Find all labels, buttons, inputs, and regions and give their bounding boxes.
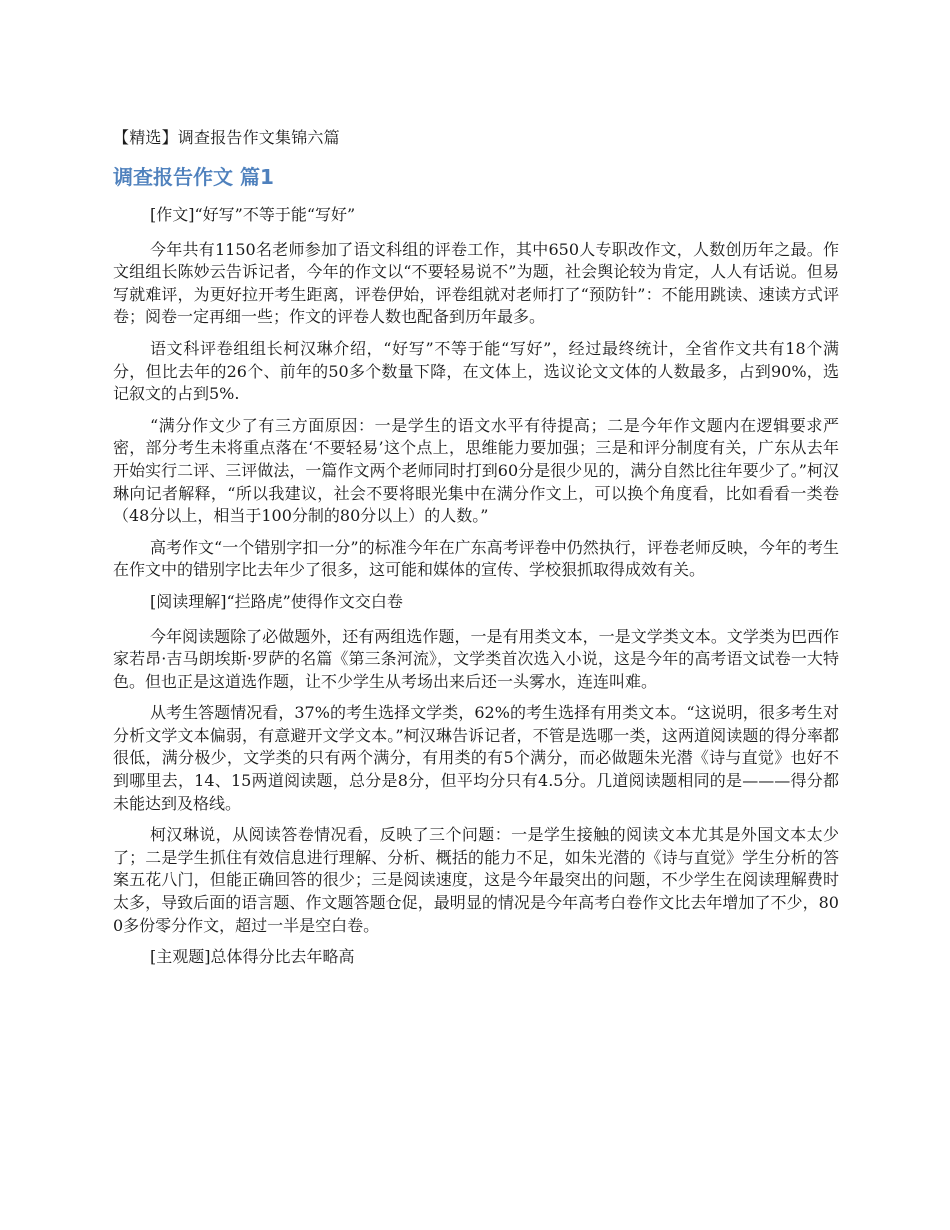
document-title: 【精选】调查报告作文集锦六篇 bbox=[113, 128, 340, 147]
subheading-reading: [阅读理解]“拦路虎”使得作文交白卷 bbox=[150, 591, 403, 611]
document-body bbox=[113, 204, 839, 981]
paragraph: 柯汉琳说，从阅读答卷情况看，反映了三个问题：一是学生接触的阅读文本尤其是外国文本太少了；二是学生抓住有效信息进行理解、分析、概括的能力不足，如朱光潜的《诗与直觉》学生分析的答案五花八门，但能正确回答的很少；三是阅读速度，这是今年最突出的问题，不少学生在阅读理解费时太多，导致后面的语言题、作文题答题仓促，最明显的情况是今年高考白卷作文比去年增加了不少，800多份零分作文，超过一半是空白卷。 bbox=[113, 825, 839, 935]
subheading-subjective: [主观题]总体得分比去年略高 bbox=[150, 947, 355, 967]
paragraph: 高考作文“一个错别字扣一分”的标准今年在广东高考评卷中仍然执行，评卷老师反映，今年的考生在作文中的错别字比去年少了很多，这可能和媒体的宣传、学校狠抓取得成效有关。 bbox=[113, 537, 839, 580]
paragraph: “满分作文少了有三方面原因：一是学生的语文水平有待提高；二是今年作文题内在逻辑要求严密，部分考生未将重点落在‘不要轻易’这个点上，思维能力要加强；三是和评分制度有关，广东从去年开始实行二评、三评做法，一篇作文两个老师同时打到60分是很少见的，满分自然比往年要少了。”柯汉琳向记者解释，“所以我建议，社会不要将眼光集中在满分作文上，可以换个角度看，比如看看一类卷（48分以上，相当于100分制的80分以上）的人数。” bbox=[113, 415, 839, 526]
section-heading: 调查报告作文 篇1 bbox=[113, 165, 274, 189]
paragraph: 今年共有1150名老师参加了语文科组的评卷工作，其中650人专职改作文，人数创历年之最。作文组组长陈妙云告诉记者，今年的作文以“不要轻易说不”为题，社会舆论较为肯定，人人有话说。但易写就难评，为更好拉开考生距离，评卷伊始，评卷组就对老师打了“预防针”：不能用跳读、速读方式评卷；阅卷一定再细一些；作文的评卷人数也配备到历年最多。 bbox=[113, 239, 839, 327]
paragraph: 今年阅读题除了必做题外，还有两组选作题，一是有用类文本，一是文学类文本。文学类为巴西作家若昂·吉马朗埃斯·罗萨的名篇《第三条河流》，文学类首次选入小说，这是今年的高考语文试卷一大特色。但也正是这道选作题，让不少学生从考场出来后还一头雾水，连连叫难。 bbox=[113, 626, 839, 691]
paragraph: 从考生答题情况看，37%的考生选择文学类，62%的考生选择有用类文本。“这说明，很多考生对分析文学文本偏弱，有意避开文学文本。”柯汉琳告诉记者，不管是选哪一类，这两道阅读题的得分率都很低，满分极少，文学类的只有两个满分，有用类的有5个满分，而必做题朱光潜《诗与直觉》也好不到哪里去，14、15两道阅读题，总分是8分，但平均分只有4.5分。几道阅读题相同的是———得分都未能达到及格线。 bbox=[113, 703, 839, 813]
subheading-essay: [作文]“好写”不等于能“写好” bbox=[150, 205, 356, 224]
paragraph: 语文科评卷组组长柯汉琳介绍，“好写”不等于能“写好”，经过最终统计，全省作文共有18个满分，但比去年的26个、前年的50多个数量下降，在文体上，选议论文文体的人数最多，占到90%，选记叙文的占到5%. bbox=[113, 338, 839, 404]
